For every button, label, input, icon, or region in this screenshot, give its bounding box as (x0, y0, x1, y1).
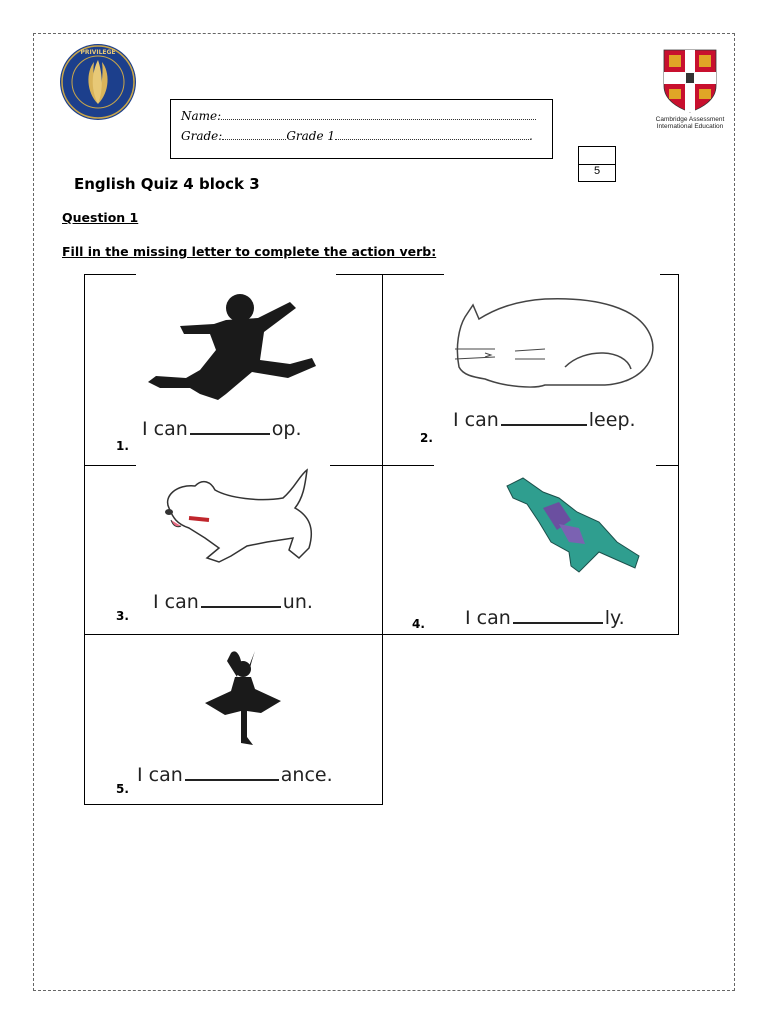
item-3-prefix: I can (153, 591, 199, 613)
item-4-prefix: I can (465, 607, 511, 629)
student-info-box (170, 99, 553, 159)
name-label: Name: (181, 109, 222, 123)
quiz-item-3 (84, 465, 383, 635)
page-title: English Quiz 4 block 3 (74, 175, 260, 193)
item-3-number: 3. (116, 609, 129, 623)
item-1-prefix: I can (142, 418, 188, 440)
item-5-prefix: I can (137, 764, 183, 786)
end-mark: . (529, 129, 533, 143)
cambridge-logo (652, 48, 728, 134)
logo-caption-2: International Education (656, 123, 724, 130)
item-1-blank[interactable] (190, 417, 270, 435)
quiz-item-5 (84, 634, 383, 805)
item-4-blank[interactable] (513, 606, 603, 624)
grade-field-rest[interactable] (335, 130, 529, 140)
item-4-number: 4. (412, 617, 425, 631)
running-dog-drawing (149, 468, 321, 566)
item-2-prefix: I can (453, 409, 499, 431)
item-2-suffix: leep. (588, 409, 636, 431)
quiz-item-1 (84, 274, 383, 466)
item-2-number: 2. (420, 431, 433, 445)
name-field[interactable] (221, 110, 536, 120)
item-3-blank[interactable] (201, 590, 281, 608)
grade-field[interactable] (222, 130, 286, 140)
score-box (578, 146, 616, 182)
jumping-child-silhouette (140, 290, 325, 405)
total-score: 5 (593, 165, 601, 177)
logo-caption-1: Cambridge Assessment (655, 116, 725, 123)
quiz-item-4 (382, 465, 679, 635)
item-5-blank[interactable] (185, 763, 279, 781)
grade-value: Grade 1 (286, 129, 336, 143)
flying-superhero (499, 472, 649, 578)
instruction: Fill in the missing letter to complete the action verb: (62, 244, 437, 259)
item-4-suffix: ly. (604, 607, 625, 629)
question-label: Question 1 (62, 210, 139, 225)
dancing-ballerina-silhouette (201, 647, 285, 749)
item-2-blank[interactable] (501, 408, 587, 426)
sleeping-cat-drawing (445, 287, 661, 392)
grade-label: Grade: (181, 129, 223, 143)
item-1-suffix: op. (271, 418, 302, 440)
item-5-suffix: ance. (280, 764, 333, 786)
item-5-number: 5. (116, 782, 129, 796)
quiz-item-2 (382, 274, 679, 466)
item-3-suffix: un. (282, 591, 313, 613)
item-1-number: 1. (116, 439, 129, 453)
logo-text: PRIVILEGE (80, 49, 116, 56)
school-logo (58, 42, 138, 122)
